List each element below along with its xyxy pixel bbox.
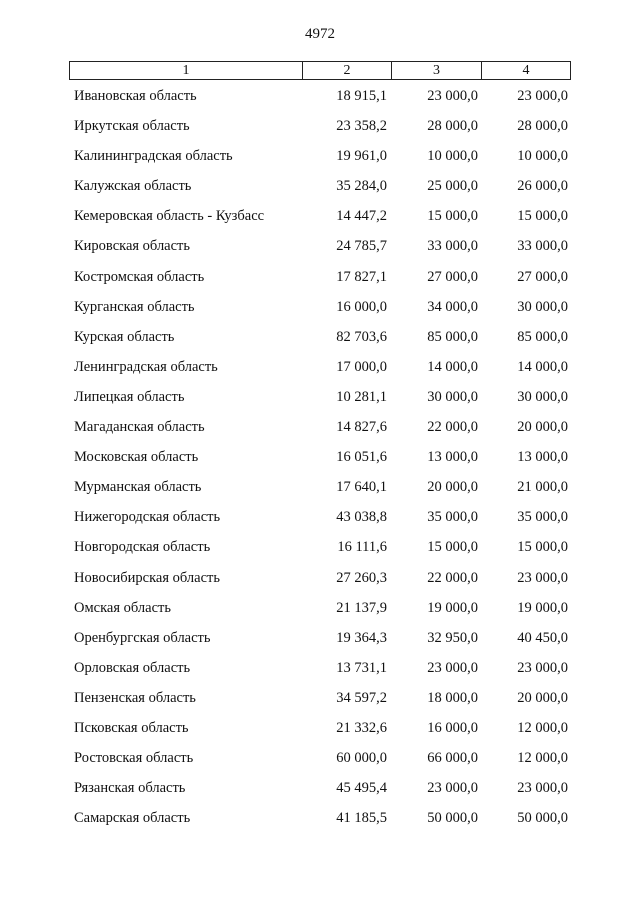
value-col-3: 35 000,0: [427, 509, 478, 526]
region-name: Магаданская область: [74, 419, 205, 436]
table-row: [0, 568, 640, 598]
table-row: [0, 748, 640, 778]
table-row: [0, 537, 640, 567]
value-col-3: 85 000,0: [427, 328, 478, 345]
column-header-2: 2: [303, 62, 392, 80]
table-row: [0, 477, 640, 507]
value-col-3: 23 000,0: [427, 659, 478, 676]
table-row: [0, 116, 640, 146]
value-col-4: 35 000,0: [517, 509, 568, 526]
value-col-4: 33 000,0: [517, 238, 568, 255]
value-col-2: 19 364,3: [336, 629, 387, 646]
value-col-3: 27 000,0: [427, 268, 478, 285]
region-name: Калужская область: [74, 178, 192, 195]
value-col-4: 30 000,0: [517, 388, 568, 405]
value-col-3: 22 000,0: [427, 569, 478, 586]
region-name: Пензенская область: [74, 689, 196, 706]
region-name: Орловская область: [74, 659, 191, 676]
table-row: [0, 778, 640, 808]
table-row: [0, 146, 640, 176]
region-name: Рязанская область: [74, 780, 186, 797]
value-col-2: 14 827,6: [336, 419, 387, 436]
table-row: [0, 297, 640, 327]
value-col-4: 26 000,0: [517, 178, 568, 195]
table-header: [69, 61, 571, 80]
value-col-2: 24 785,7: [336, 238, 387, 255]
table-row: [0, 327, 640, 357]
region-name: Курская область: [74, 328, 175, 345]
value-col-3: 15 000,0: [427, 539, 478, 556]
region-name: Новосибирская область: [74, 569, 220, 586]
region-name: Мурманская область: [74, 479, 202, 496]
value-col-3: 10 000,0: [427, 148, 478, 165]
table-row: [0, 598, 640, 628]
table-row: [0, 628, 640, 658]
table-row: [0, 658, 640, 688]
table-row: [0, 206, 640, 236]
value-col-3: 19 000,0: [427, 599, 478, 616]
column-header-3: 3: [392, 62, 482, 80]
value-col-4: 23 000,0: [517, 569, 568, 586]
region-name: Нижегородская область: [74, 509, 221, 526]
region-name: Курганская область: [74, 298, 195, 315]
value-col-3: 34 000,0: [427, 298, 478, 315]
value-col-2: 45 495,4: [336, 780, 387, 797]
region-name: Оренбургская область: [74, 629, 211, 646]
value-col-2: 23 358,2: [336, 118, 387, 135]
value-col-3: 66 000,0: [427, 750, 478, 767]
value-col-3: 15 000,0: [427, 208, 478, 225]
region-name: Кировская область: [74, 238, 191, 255]
value-col-3: 25 000,0: [427, 178, 478, 195]
region-name: Московская область: [74, 449, 199, 466]
region-name: Кемеровская область - Кузбасс: [74, 208, 265, 225]
table-row: [0, 447, 640, 477]
table-row: [0, 267, 640, 297]
value-col-2: 10 281,1: [336, 388, 387, 405]
value-col-4: 23 000,0: [517, 88, 568, 104]
table-row: [0, 387, 640, 417]
value-col-4: 50 000,0: [517, 810, 568, 827]
value-col-4: 40 450,0: [517, 629, 568, 646]
value-col-2: 16 111,6: [337, 539, 387, 556]
table-row: [0, 176, 640, 206]
value-col-2: 60 000,0: [336, 750, 387, 767]
value-col-4: 27 000,0: [517, 268, 568, 285]
value-col-2: 16 051,6: [336, 449, 387, 466]
region-name: Ростовская область: [74, 750, 194, 767]
region-name: Липецкая область: [74, 388, 185, 405]
region-name: Омская область: [74, 599, 171, 616]
region-name: Костромская область: [74, 268, 205, 285]
value-col-4: 14 000,0: [517, 358, 568, 375]
value-col-2: 17 640,1: [336, 479, 387, 496]
value-col-3: 32 950,0: [427, 629, 478, 646]
table-row: [0, 86, 640, 116]
table-row: [0, 357, 640, 387]
value-col-4: 85 000,0: [517, 328, 568, 345]
value-col-2: 17 827,1: [336, 268, 387, 285]
value-col-2: 27 260,3: [336, 569, 387, 586]
value-col-4: 12 000,0: [517, 750, 568, 767]
value-col-3: 14 000,0: [427, 358, 478, 375]
value-col-3: 23 000,0: [427, 88, 478, 104]
value-col-4: 20 000,0: [517, 419, 568, 436]
value-col-4: 12 000,0: [517, 719, 568, 736]
table-row: [0, 688, 640, 718]
value-col-2: 21 137,9: [336, 599, 387, 616]
region-name: Ленинградская область: [74, 358, 218, 375]
region-name: Самарская область: [74, 810, 191, 827]
value-col-2: 18 915,1: [336, 88, 387, 104]
column-header-4: 4: [482, 62, 571, 80]
value-col-3: 30 000,0: [427, 388, 478, 405]
value-col-4: 19 000,0: [517, 599, 568, 616]
value-col-4: 20 000,0: [517, 689, 568, 706]
value-col-3: 13 000,0: [427, 449, 478, 466]
value-col-3: 16 000,0: [427, 719, 478, 736]
region-name: Псковская область: [74, 719, 189, 736]
table-row: [0, 507, 640, 537]
value-col-4: 10 000,0: [517, 148, 568, 165]
region-name: Иркутская область: [74, 118, 190, 135]
value-col-3: 33 000,0: [427, 238, 478, 255]
value-col-3: 50 000,0: [427, 810, 478, 827]
value-col-2: 14 447,2: [336, 208, 387, 225]
region-name: Новгородская область: [74, 539, 211, 556]
value-col-4: 23 000,0: [517, 780, 568, 797]
value-col-4: 30 000,0: [517, 298, 568, 315]
value-col-4: 23 000,0: [517, 659, 568, 676]
value-col-3: 23 000,0: [427, 780, 478, 797]
value-col-3: 20 000,0: [427, 479, 478, 496]
column-header-1: 1: [70, 62, 303, 80]
value-col-4: 15 000,0: [517, 539, 568, 556]
region-name: Калининградская область: [74, 148, 233, 165]
value-col-2: 35 284,0: [336, 178, 387, 195]
page-number: 4972: [305, 26, 335, 42]
value-col-4: 21 000,0: [517, 479, 568, 496]
table-row: [0, 808, 640, 838]
value-col-2: 21 332,6: [336, 719, 387, 736]
value-col-2: 34 597,2: [336, 689, 387, 706]
value-col-2: 82 703,6: [336, 328, 387, 345]
table-row: [0, 417, 640, 447]
value-col-2: 16 000,0: [336, 298, 387, 315]
value-col-2: 41 185,5: [336, 810, 387, 827]
value-col-3: 18 000,0: [427, 689, 478, 706]
region-name: Ивановская область: [74, 88, 197, 104]
value-col-3: 22 000,0: [427, 419, 478, 436]
value-col-4: 15 000,0: [517, 208, 568, 225]
table-body: [0, 86, 640, 838]
value-col-2: 19 961,0: [336, 148, 387, 165]
table-row: [0, 718, 640, 748]
value-col-3: 28 000,0: [427, 118, 478, 135]
value-col-2: 43 038,8: [336, 509, 387, 526]
value-col-2: 13 731,1: [336, 659, 387, 676]
value-col-4: 28 000,0: [517, 118, 568, 135]
table-row: [0, 236, 640, 266]
value-col-2: 17 000,0: [336, 358, 387, 375]
value-col-4: 13 000,0: [517, 449, 568, 466]
